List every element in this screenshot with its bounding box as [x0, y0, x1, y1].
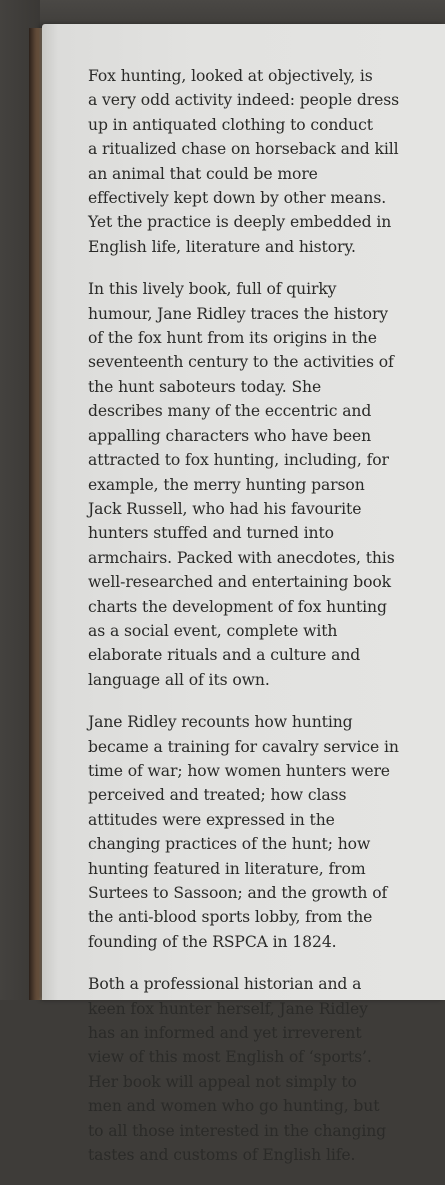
blurb-text	[88, 64, 433, 1185]
blurb-paragraph-2: In this lively book, full of quirky humour, Jane Ridley traces the history of the fox hunt from its origins in the seventeenth century to the activities of the hunt saboteurs today. She describes many of the eccentric and appalling characters who have been attracted to fox hunting, including, for example, the merry hunting parson Jack Russell, who had his favourite hunters stuffed and turned into armchairs. Packed with anecdotes, this well-researched and entertaining book charts the development of fox hunting as a social event, complete with elaborate rituals and a culture and language all of its own.	[88, 280, 395, 689]
blurb-paragraph-1: Fox hunting, looked at objectively, is a very odd activity indeed: people dress up in antiquated clothing to conduct a ritualized chase on horseback and kill an animal that could be more effectively kept down by other means. Yet the practice is deeply embedded in English life, literature and history.	[88, 67, 400, 256]
blurb-paragraph-4: Both a professional historian and a keen fox hunter herself, Jane Ridley has an informed and yet irreverent view of this most English of ‘sports’. Her book will appeal not simply to men and women who go hunting, but to all those interested in the changing tastes and customs of English life.	[88, 975, 387, 1165]
book-spine-edge	[29, 28, 43, 1000]
blurb-paragraph-3: Jane Ridley recounts how hunting became a training for cavalry service in time of war; how women hunters were perceived and treated; how class attitudes were expressed in the changing practices of the hunt; how hunting featured in literature, from Surtees to Sassoon; and the growth of the anti-blood sports lobby, from the founding of the RSPCA in 1824.	[88, 713, 399, 951]
